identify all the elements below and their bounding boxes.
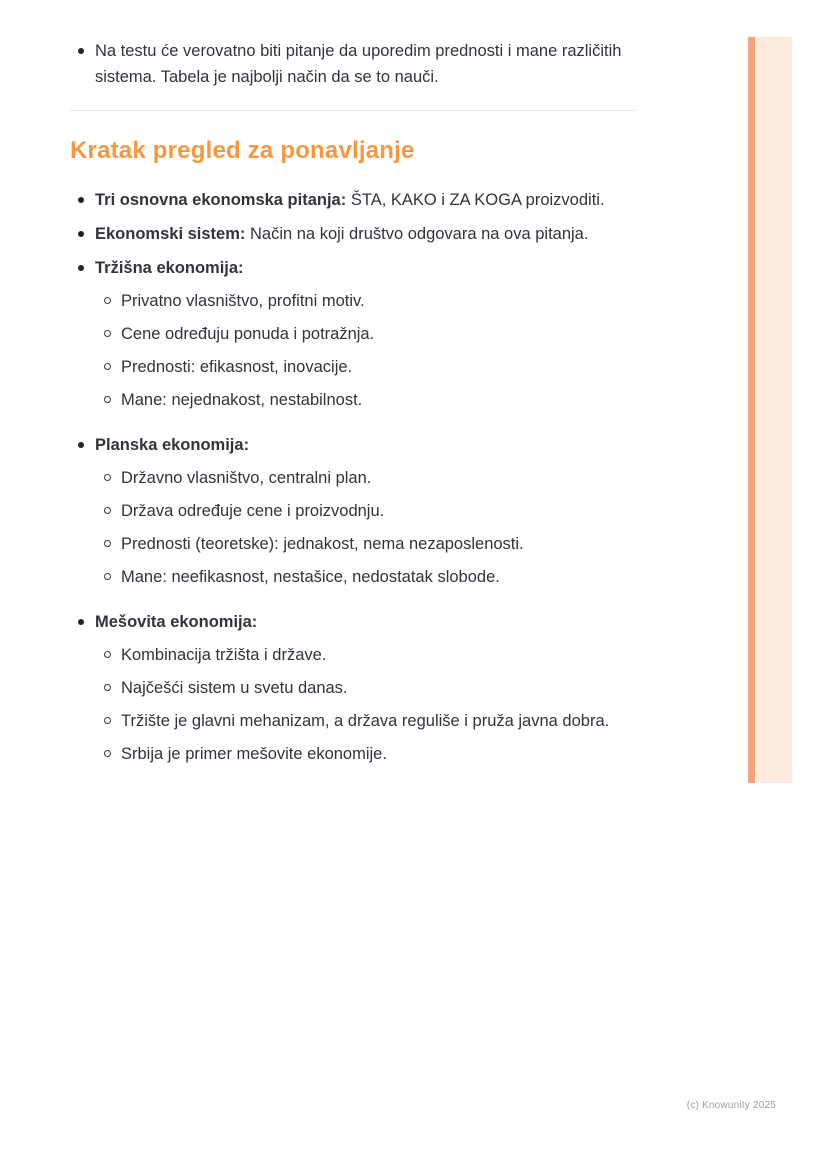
sub-item-text: Privatno vlasništvo, profitni motiv. bbox=[121, 292, 365, 310]
list-item-body bbox=[95, 255, 636, 420]
list-item-body bbox=[95, 432, 636, 597]
circle-bullet-icon bbox=[104, 651, 111, 658]
sub-item-text: Srbija je primer mešovite ekonomije. bbox=[121, 745, 387, 763]
bullet-icon bbox=[78, 197, 84, 203]
sub-item-text: Tržište je glavni mehanizam, a država reguliše i pruža javna dobra. bbox=[121, 712, 610, 730]
sub-item-text: Mane: neefikasnost, nestašice, nedostatak slobode. bbox=[121, 568, 500, 586]
copyright-text: (c) Knowunity 2025 bbox=[686, 1100, 776, 1111]
circle-bullet-icon bbox=[104, 540, 111, 547]
sub-list-item bbox=[95, 465, 636, 491]
sub-item-text: Prednosti: efikasnost, inovacije. bbox=[121, 358, 353, 376]
bullet-icon bbox=[78, 48, 84, 54]
sub-list-item bbox=[95, 564, 636, 590]
sub-item-text: Cene određuju ponuda i potražnja. bbox=[121, 325, 375, 343]
sub-list-item bbox=[95, 675, 636, 701]
content-area bbox=[70, 38, 636, 786]
summary-list bbox=[70, 187, 636, 774]
bullet-icon bbox=[78, 265, 84, 271]
sub-list-item bbox=[95, 321, 636, 347]
sub-item-text: Najčešći sistem u svetu danas. bbox=[121, 679, 348, 697]
item-label: Mešovita ekonomija: bbox=[95, 613, 258, 631]
list-item bbox=[70, 609, 636, 774]
sub-list-item bbox=[95, 708, 636, 734]
note-text: Na testu će verovatno biti pitanje da uporedim prednosti i mane različitih sistema. Tabela je najbolji način da se to nauči. bbox=[95, 42, 622, 86]
section-heading: Kratak pregled za ponavljanje bbox=[70, 137, 415, 164]
item-label: Planska ekonomija: bbox=[95, 436, 250, 454]
circle-bullet-icon bbox=[104, 330, 111, 337]
list-item bbox=[70, 432, 636, 597]
list-item-text-line bbox=[95, 221, 588, 247]
item-text: Način na koji društvo odgovara na ova pitanja. bbox=[249, 225, 589, 243]
bullet-icon bbox=[78, 231, 84, 237]
item-text: ŠTA, KAKO i ZA KOGA proizvoditi. bbox=[350, 191, 605, 209]
sub-item-text: Prednosti (teoretske): jednakost, nema nezaposlenosti. bbox=[121, 535, 524, 553]
list-item-text-line bbox=[95, 187, 605, 213]
item-label: Tri osnovna ekonomska pitanja: bbox=[95, 191, 347, 209]
bullet-icon bbox=[78, 619, 84, 625]
circle-bullet-icon bbox=[104, 684, 111, 691]
list-item-text-line bbox=[95, 255, 636, 281]
bullet-icon bbox=[78, 442, 84, 448]
list-item-text-line bbox=[95, 609, 636, 635]
sub-list bbox=[95, 465, 636, 590]
sub-list-item bbox=[95, 498, 636, 524]
sub-item-text: Mane: nejednakost, nestabilnost. bbox=[121, 391, 363, 409]
sub-list-item bbox=[95, 642, 636, 668]
sub-list bbox=[95, 642, 636, 767]
circle-bullet-icon bbox=[104, 297, 111, 304]
circle-bullet-icon bbox=[104, 474, 111, 481]
circle-bullet-icon bbox=[104, 396, 111, 403]
page-edge-decoration bbox=[748, 37, 792, 783]
sub-list-item bbox=[95, 741, 636, 767]
circle-bullet-icon bbox=[104, 507, 111, 514]
sub-item-text: Država određuje cene i proizvodnju. bbox=[121, 502, 385, 520]
note-item bbox=[70, 38, 636, 90]
circle-bullet-icon bbox=[104, 363, 111, 370]
item-label: Tržišna ekonomija: bbox=[95, 259, 244, 277]
list-item-text-line bbox=[95, 432, 636, 458]
circle-bullet-icon bbox=[104, 750, 111, 757]
circle-bullet-icon bbox=[104, 573, 111, 580]
section-divider bbox=[70, 110, 636, 111]
item-label: Ekonomski sistem: bbox=[95, 225, 246, 243]
list-item bbox=[70, 221, 636, 247]
page-edge-strip bbox=[748, 37, 755, 783]
sub-list-item bbox=[95, 288, 636, 314]
circle-bullet-icon bbox=[104, 717, 111, 724]
sub-item-text: Državno vlasništvo, centralni plan. bbox=[121, 469, 372, 487]
list-item bbox=[70, 255, 636, 420]
sub-list-item bbox=[95, 531, 636, 557]
sub-list-item bbox=[95, 354, 636, 380]
sub-item-text: Kombinacija tržišta i države. bbox=[121, 646, 327, 664]
list-item-body bbox=[95, 609, 636, 774]
sub-list bbox=[95, 288, 636, 413]
sub-list-item bbox=[95, 387, 636, 413]
list-item bbox=[70, 187, 636, 213]
